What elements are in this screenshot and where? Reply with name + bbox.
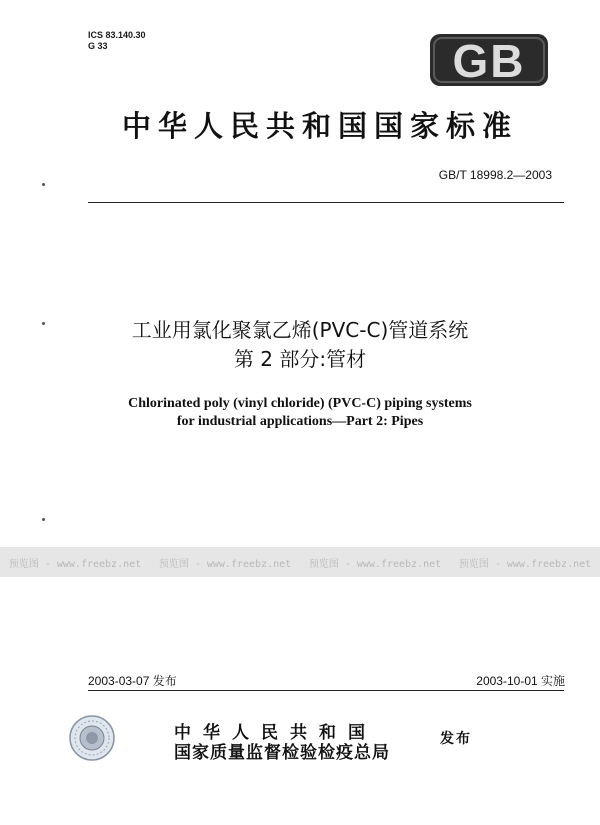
national-standard-title: 中华人民共和国国家标准 [121,109,518,143]
subtitle-chinese: 第 2 部分:管材 [233,347,367,371]
watermark-text [0,555,600,570]
scan-dot [42,183,45,186]
watermark-segment: 预览图 - www.freebz.net [308,559,442,570]
ics-number: ICS 83.140.30 [88,30,146,40]
title-english-line1: Chlorinated poly (vinyl chloride) (PVC-C) piping systems [128,396,472,411]
issuer-line1: 中华人民共和国 [174,723,377,743]
publish-label: 发布 [440,731,472,747]
issue-date: 2003-03-07 发布 [88,674,177,688]
scan-dot [42,518,45,521]
watermark-segment: 预览图 - www.freebz.net [458,559,592,570]
standard-number: GB/T 18998.2—2003 [438,168,552,182]
seal-graphic [68,714,116,762]
issuer-line2: 国家质量监督检验检疫总局 [174,743,390,763]
aqsiq-seal-icon [68,714,116,762]
gb-logo [428,32,550,88]
ccs-number: G 33 [88,41,108,51]
implementation-date: 2003-10-01 实施 [476,674,565,688]
title-chinese: 工业用氯化聚氯乙烯(PVC-C)管道系统 [131,318,469,342]
bottom-divider [88,690,564,691]
gb-logo-graphic [428,32,550,88]
ics-code-block [88,30,146,52]
watermark-segment: 预览图 - www.freebz.net [158,559,292,570]
svg-text:GB: GB [452,35,526,87]
top-divider [88,202,564,203]
title-english-line2: for industrial applications—Part 2: Pipes [176,414,424,429]
watermark-segment: 预览图 - www.freebz.net [8,559,142,570]
